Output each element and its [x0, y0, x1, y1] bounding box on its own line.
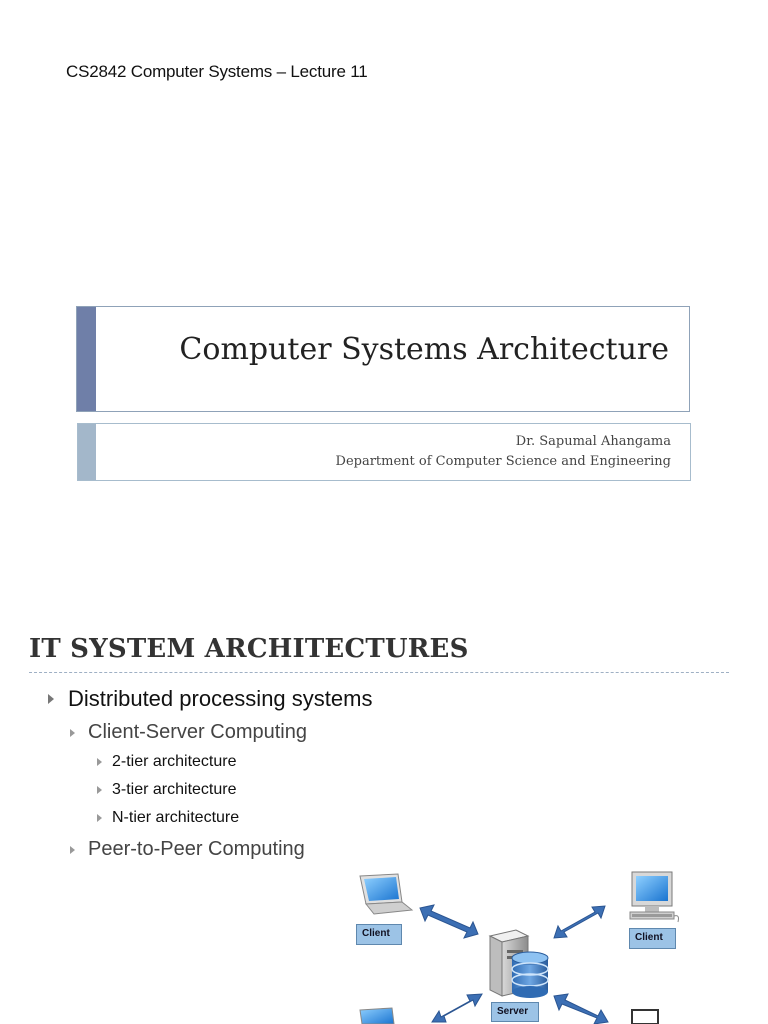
heading-divider	[29, 672, 729, 673]
laptop-icon	[360, 874, 412, 914]
bullet-client-server	[70, 721, 307, 744]
arrow-icon	[554, 906, 605, 938]
bullet-text: Peer-to-Peer Computing	[88, 838, 305, 860]
database-icon	[512, 952, 548, 998]
bullet-text: 3-tier architecture	[112, 781, 237, 798]
author-info	[336, 432, 671, 472]
bullet-text: 2-tier architecture	[112, 753, 237, 770]
bullet-triangle-icon	[48, 694, 54, 704]
title-box	[76, 306, 690, 412]
laptop-icon	[360, 1008, 394, 1024]
bullet-text: N-tier architecture	[112, 809, 240, 826]
desktop-computer-icon	[630, 872, 679, 922]
author-department: Department of Computer Science and Engineering	[335, 454, 671, 469]
bullet-triangle-icon	[97, 814, 102, 822]
arrow-icon	[420, 905, 478, 938]
bullet-triangle-icon	[97, 758, 102, 766]
bullet-peer-to-peer	[70, 838, 305, 861]
bullet-distributed-processing	[48, 686, 372, 712]
bullet-triangle-icon	[70, 846, 75, 854]
client-server-diagram	[340, 860, 760, 1024]
author-name: Dr. Sapumal Ahangama	[515, 434, 671, 449]
bullet-tier-3	[97, 781, 237, 799]
bullet-triangle-icon	[97, 786, 102, 794]
slide-title: Computer Systems Architecture	[179, 332, 669, 367]
title-accent-bar	[77, 307, 96, 411]
arrow-icon	[432, 994, 482, 1022]
arrow-icon	[554, 994, 608, 1024]
tablet-icon	[632, 1010, 658, 1024]
bullet-text: Client-Server Computing	[88, 721, 307, 743]
course-header: CS2842 Computer Systems – Lecture 11	[66, 62, 368, 81]
client-label-right: Client	[629, 928, 676, 949]
server-label: Server	[491, 1002, 539, 1022]
bullet-text: Distributed processing systems	[68, 686, 373, 711]
bullet-tier-n	[97, 809, 239, 827]
author-accent-bar	[78, 424, 96, 480]
client-label-left: Client	[356, 924, 402, 945]
bullet-tier-2	[97, 753, 237, 771]
author-box	[77, 423, 691, 481]
section-heading: IT SYSTEM ARCHITECTURES	[29, 634, 469, 664]
bullet-triangle-icon	[70, 729, 75, 737]
